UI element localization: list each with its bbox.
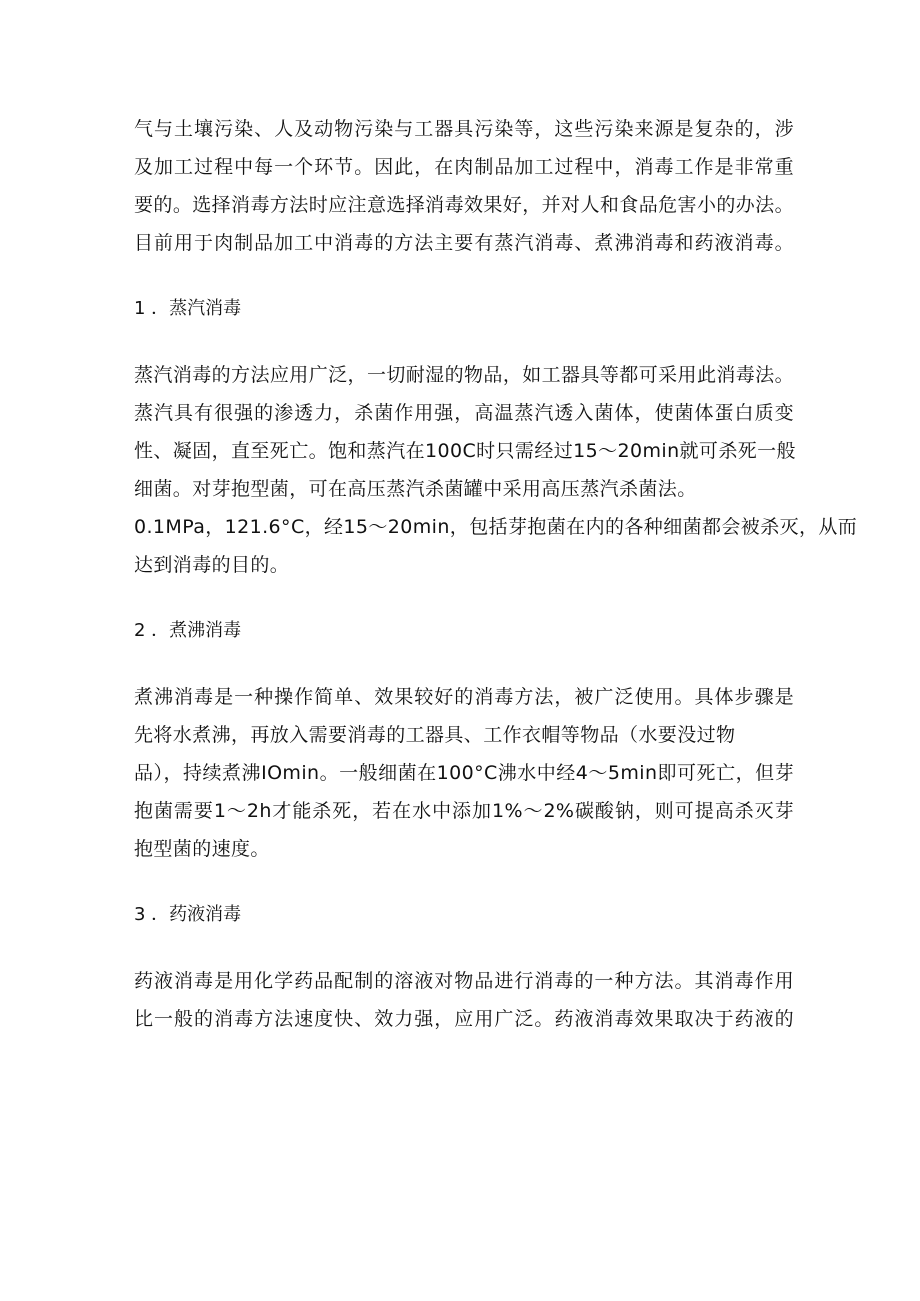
text-line: 蒸汽具有很强的渗透力，杀菌作用强，高温蒸汽透入菌体，使菌体蛋白质变 bbox=[134, 402, 794, 424]
text-line: 气与土壤污染、人及动物污染与工器具污染等，这些污染来源是复杂的，涉 bbox=[134, 118, 794, 140]
text-line: 性、凝固，直至死亡。饱和蒸汽在100C时只需经过15～20min就可杀死一般 bbox=[134, 440, 796, 462]
text-line: 细菌。对芽抱型菌，可在高压蒸汽杀菌罐中采用高压蒸汽杀菌法。 bbox=[134, 478, 697, 500]
text-line: 及加工过程中每一个环节。因此，在肉制品加工过程中，消毒工作是非常重 bbox=[134, 156, 794, 178]
text-line: 达到消毒的目的。 bbox=[134, 554, 290, 576]
text-line: 比一般的消毒方法速度快、效力强，应用广泛。药液消毒效果取决于药液的 bbox=[134, 1008, 794, 1030]
text-line: 目前用于肉制品加工中消毒的方法主要有蒸汽消毒、煮沸消毒和药液消毒。 bbox=[134, 232, 794, 254]
text-line: 煮沸消毒是一种操作简单、效果较好的消毒方法，被广泛使用。具体步骤是 bbox=[134, 686, 794, 708]
text-line: 蒸汽消毒的方法应用广泛，一切耐湿的物品，如工器具等都可采用此消毒法。 bbox=[134, 364, 794, 386]
intro-paragraph bbox=[134, 110, 794, 262]
text-line: 抱型菌的速度。 bbox=[134, 838, 270, 860]
boiling-paragraph bbox=[134, 678, 794, 868]
section-heading-boiling: 2 ．煮沸消毒 bbox=[134, 620, 242, 641]
section-heading-steam: 1 ．蒸汽消毒 bbox=[134, 298, 242, 319]
text-line: 品），持续煮沸IOmin。一般细菌在100°C沸水中经4～5min即可死亡，但芽 bbox=[134, 762, 794, 784]
text-line: 药液消毒是用化学药品配制的溶液对物品进行消毒的一种方法。其消毒作用 bbox=[134, 970, 794, 992]
text-line: 先将水煮沸，再放入需要消毒的工器具、工作衣帽等物品（水要没过物 bbox=[134, 724, 736, 746]
text-line: 要的。选择消毒方法时应注意选择消毒效果好，并对人和食品危害小的办法。 bbox=[134, 194, 794, 216]
steam-paragraph bbox=[134, 356, 858, 584]
section-heading-chemical: 3 ．药液消毒 bbox=[134, 904, 242, 925]
text-line: 抱菌需要1～2h才能杀死，若在水中添加1%～2%碳酸钠，则可提高杀灭芽 bbox=[134, 800, 794, 822]
text-line: 0.1MPa，121.6°C，经15～20min，包括芽抱菌在内的各种细菌都会被杀灭，从而 bbox=[134, 516, 858, 538]
chemical-paragraph bbox=[134, 962, 794, 1038]
document-page bbox=[134, 110, 858, 1038]
